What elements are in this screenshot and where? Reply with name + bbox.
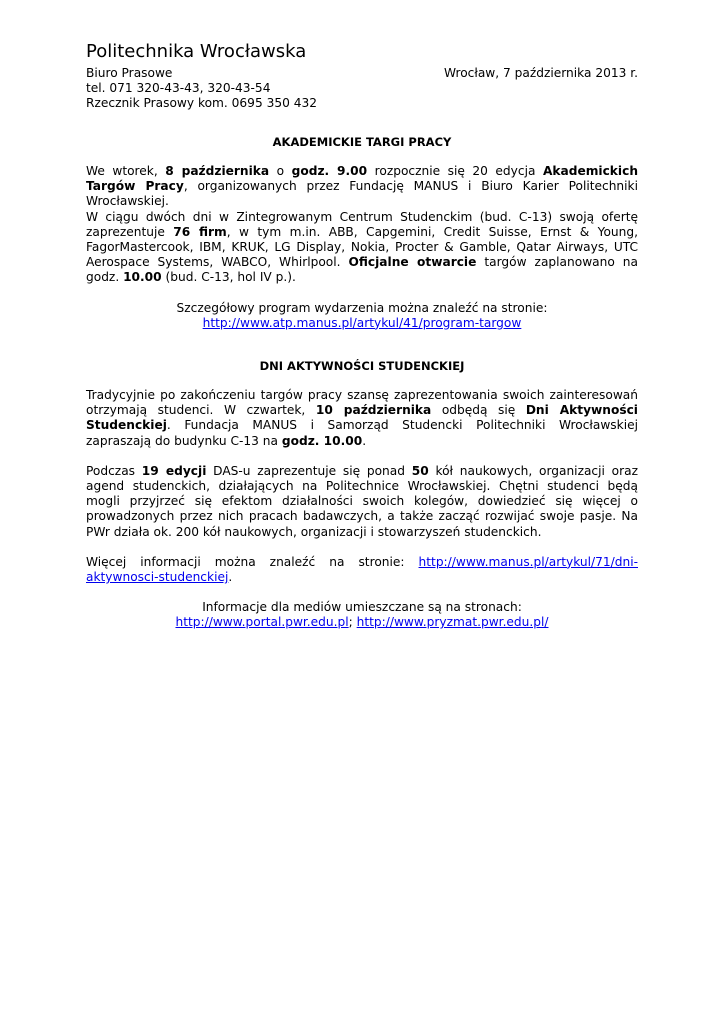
letterhead <box>86 40 638 111</box>
section-title-job-fair: AKADEMICKIE TARGI PRACY <box>272 135 452 149</box>
portal-link[interactable]: http://www.portal.pwr.edu.pl <box>175 615 349 630</box>
press-office-label: Biuro Prasowe <box>86 66 173 80</box>
student-days-paragraph-1: Tradycyjnie po zakończeniu targów pracy szansę zaprezentowania swoich zainteresowań otrzymają studenci. W czwartek, 10 października odbędą się Dni Aktywności Studenckiej. Fundacja MANUS i Samorząd Studencki Politechniki Wrocławskiej zapraszają do budynku C-13 na godz. 10.00. <box>86 388 638 448</box>
press-release-page <box>86 40 638 631</box>
student-days-paragraph-2: Podczas 19 edycji DAS-u zaprezentuje się ponad 50 kół naukowych, organizacji oraz agend studenckich, działających na Politechnice Wrocławskiej. Chętni studenci będą mogli przyjrzeć się efektom działalności swoich kolegów, dowiedzieć się więcej o prowadzonych przez nich pracach badawczych, a także zacząć rozwijać swoje pasje. Na PWr działa ok. 200 kół naukowych, organizacji i stowarzyszeń studenckich. <box>86 463 638 539</box>
more-info-paragraph: Więcej informacji można znaleźć na stronie: http://www.manus.pl/artykul/71/dni-aktywnosci-studenckiej. <box>86 554 638 585</box>
phone-numbers: tel. 071 320-43-43, 320-43-54 <box>86 81 271 95</box>
program-link[interactable]: http://www.atp.manus.pl/artykul/41/program-targow <box>202 315 522 330</box>
job-fair-paragraph-2: W ciągu dwóch dni w Zintegrowanym Centrum Studenckim (bud. C-13) swoją ofertę zaprezentuje 76 firm, w tym m.in. ABB, Capgemini, Credit Suisse, Ernst & Young, FagorMastercook, IBM, KRUK, LG Display, Nokia, Procter & Gamble, Qatar Airways, UTC Aerospace Systems, WABCO, Whirlpool. Oficjalne otwarcie targów zaplanowano na godz. 10.00 (bud. C-13, hol IV p.). <box>86 209 638 285</box>
student-days-link[interactable]: http://www.manus.pl/artykul/71/dni-aktywnosci-studenckiej <box>86 554 638 585</box>
pryzmat-link[interactable]: http://www.pryzmat.pwr.edu.pl/ <box>356 615 549 630</box>
job-fair-paragraph-1: We wtorek, 8 października o godz. 9.00 rozpocznie się 20 edycja Akademickich Targów Pracy, organizowanych przez Fundację MANUS i Biuro Karier Politechniki Wrocławskiej. <box>86 164 638 209</box>
spokesperson-contact: Rzecznik Prasowy kom. 0695 350 432 <box>86 96 317 110</box>
media-info-text: Informacje dla mediów umieszczane są na stronach: <box>202 600 522 615</box>
release-date: Wrocław, 7 października 2013 r. <box>443 66 638 80</box>
media-info: Informacje dla mediów umieszczane są na stronach: http://www.portal.pwr.edu.pl; http://www.pryzmat.pwr.edu.pl/ <box>175 600 549 630</box>
section-title-student-activity: DNI AKTYWNOŚCI STUDENCKIEJ <box>259 359 465 374</box>
program-info <box>86 301 638 331</box>
organization-name: Politechnika Wrocławska <box>86 41 307 62</box>
program-text: Szczegółowy program wydarzenia można znaleźć na stronie: <box>176 300 548 315</box>
